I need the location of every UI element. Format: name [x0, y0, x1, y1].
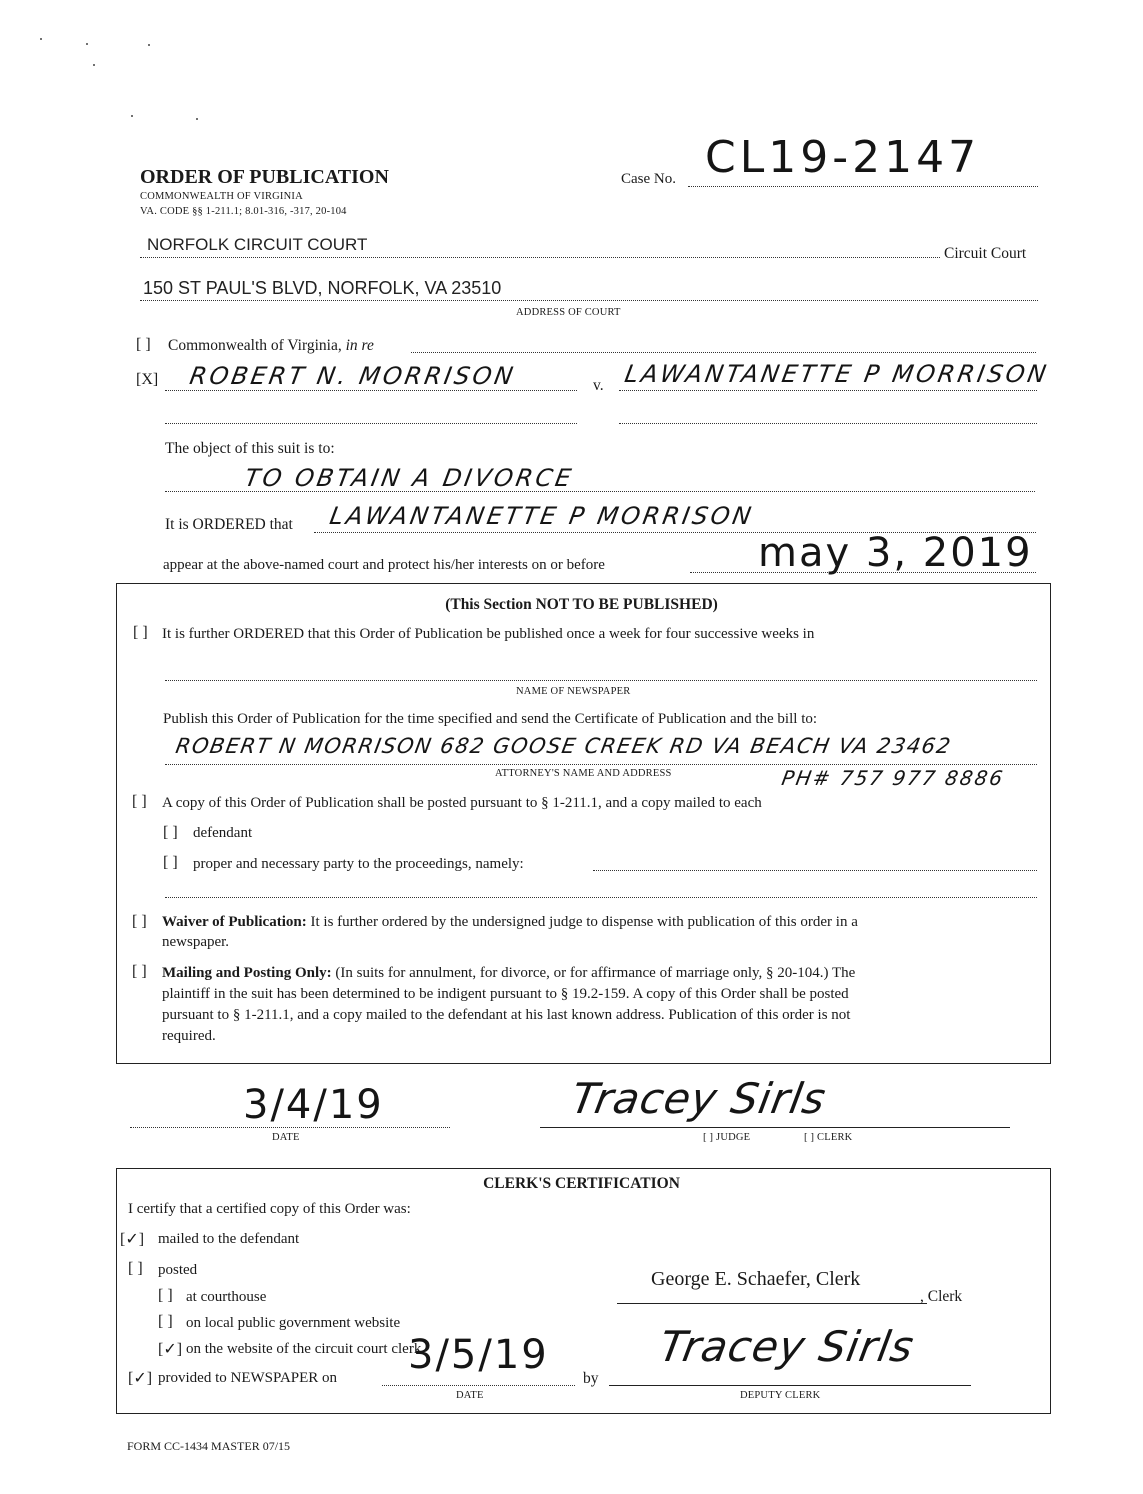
in-re-text: in re [345, 337, 374, 354]
court-address: 150 ST PAUL'S BLVD, NORFOLK, VA 23510 [143, 278, 502, 298]
publish-text: It is further ORDERED that this Order of Publication be published once a week for four successive weeks in [162, 626, 815, 642]
judge-caption: JUDGE [716, 1132, 751, 1143]
scan-speck [131, 115, 133, 117]
judge-signature: Tracey Sirls [567, 1074, 831, 1123]
plaintiff-line [165, 390, 577, 391]
form-title: ORDER OF PUBLICATION [140, 166, 389, 188]
local-website-label: on local public government website [186, 1315, 401, 1331]
waiver-title: Waiver of Publication: [162, 914, 307, 930]
posted-checkbox[interactable]: [ ] [132, 793, 147, 810]
scan-speck [40, 38, 42, 40]
case-number-value: CL19-2147 [705, 132, 981, 183]
attorney-line [165, 764, 1037, 765]
mailing-text-4: required. [162, 1028, 216, 1044]
clerk-checkbox-caption [804, 1132, 852, 1143]
newspaper-date: 3/5/19 [408, 1332, 549, 1378]
judge-checkbox[interactable]: [ ] [703, 1132, 714, 1143]
waiver-text-2: newspaper. [162, 934, 230, 950]
party-label: proper and necessary party to the proceedings, namely: [193, 856, 524, 872]
appear-text: appear at the above-named court and protect his/her interests on or before [163, 557, 605, 573]
commonwealth-label [168, 337, 374, 355]
newspaper-label: provided to NEWSPAPER on [158, 1370, 338, 1386]
court-address-caption: ADDRESS OF COURT [516, 307, 621, 318]
plaintiff-line-2 [165, 423, 577, 424]
mailed-checkbox[interactable]: [✓] [120, 1231, 145, 1248]
certification-intro: I certify that a certified copy of this Order was: [128, 1201, 411, 1217]
defendant-line [619, 390, 1037, 391]
scan-speck [148, 44, 150, 46]
court-name: NORFOLK CIRCUIT COURT [147, 235, 368, 254]
mailing-text [162, 965, 855, 982]
attorney-value: ROBERT N MORRISON 682 GOOSE CREEK RD VA BEACH VA 23462 [173, 734, 954, 758]
plaintiff-name: ROBERT N. MORRISON [187, 362, 518, 390]
party-checkbox[interactable]: [ ] [163, 854, 178, 871]
appear-date: may 3, 2019 [758, 530, 1033, 576]
court-name-line [140, 257, 940, 258]
by-label: by [583, 1370, 599, 1387]
certification-heading: CLERK'S CERTIFICATION [483, 1175, 680, 1192]
court-suffix: Circuit Court [944, 245, 1027, 262]
newspaper-date-line [382, 1385, 575, 1386]
judge-checkbox-caption [703, 1132, 750, 1143]
order-date: 3/4/19 [243, 1082, 384, 1128]
versus-label: v. [593, 377, 604, 394]
deputy-signature: Tracey Sirls [655, 1322, 919, 1371]
form-subtitle: COMMONWEALTH OF VIRGINIA [140, 191, 303, 202]
mailing-checkbox[interactable]: [ ] [132, 963, 147, 980]
cert-posted-label: posted [158, 1262, 198, 1278]
form-id: FORM CC-1434 MASTER 07/15 [127, 1439, 291, 1453]
defendant-line-2 [619, 423, 1037, 424]
publish-checkbox[interactable]: [ ] [133, 624, 148, 641]
suit-object-label: The object of this suit is to: [165, 440, 335, 457]
newspaper-line [165, 680, 1037, 681]
commonwealth-text: Commonwealth of Virginia, [168, 337, 342, 354]
mailed-label: mailed to the defendant [158, 1231, 300, 1247]
unpublished-heading: (This Section NOT TO BE PUBLISHED) [445, 596, 718, 613]
mailing-text-3: pursuant to § 1-211.1, and a copy mailed to the defendant at his last known address. Publication of this order is not [162, 1007, 851, 1023]
newspaper-checkbox[interactable]: [✓] [128, 1370, 153, 1387]
commonwealth-checkbox[interactable]: [ ] [136, 336, 151, 353]
scan-speck [196, 118, 198, 120]
case-number-line [688, 186, 1038, 187]
circuit-website-checkbox[interactable]: [✓] [158, 1341, 183, 1358]
scan-speck [93, 64, 95, 66]
clerk-name-line [617, 1303, 927, 1304]
defendant-checkbox[interactable]: [ ] [163, 824, 178, 841]
order-date-caption: DATE [272, 1132, 300, 1143]
suit-object: TO OBTAIN A DIVORCE [242, 464, 577, 492]
court-address-line [140, 300, 1038, 301]
clerk-checkbox[interactable]: [ ] [804, 1132, 815, 1143]
ordered-party: LAWANTANETTE P MORRISON [327, 502, 757, 530]
circuit-website-label: on the website of the circuit court clerk [186, 1341, 422, 1357]
local-website-checkbox[interactable]: [ ] [158, 1313, 173, 1330]
ordered-label: It is ORDERED that [165, 516, 293, 533]
party-line-2 [165, 897, 1037, 898]
defendant-name: LAWANTANETTE P MORRISON [622, 360, 1052, 388]
deputy-signature-line [609, 1385, 971, 1386]
deputy-caption: DEPUTY CLERK [740, 1390, 821, 1401]
send-text: Publish this Order of Publication for the time specified and send the Certificate of Publication and the bill to: [163, 711, 818, 727]
commonwealth-line [411, 352, 1036, 353]
judge-signature-line [540, 1127, 1010, 1128]
mailing-body: (In suits for annulment, for divorce, or for affirmance of marriage only, § 20-104.) The [335, 965, 856, 981]
clerk-caption: CLERK [817, 1132, 853, 1143]
defendant-label: defendant [193, 825, 253, 841]
party-line [593, 870, 1037, 871]
waiver-body: It is further ordered by the undersigned judge to dispense with publication of this order in a [310, 914, 858, 930]
plaintiff-checkbox[interactable]: [X] [136, 371, 159, 388]
waiver-text [162, 914, 858, 931]
newspaper-caption: NAME OF NEWSPAPER [516, 686, 631, 697]
clerk-name: George E. Schaefer, Clerk [651, 1268, 861, 1290]
case-number-label: Case No. [621, 171, 676, 187]
attorney-caption: ATTORNEY'S NAME AND ADDRESS [495, 768, 672, 779]
attorney-phone: PH# 757 977 8886 [779, 766, 1007, 790]
mailing-title: Mailing and Posting Only: [162, 965, 332, 981]
scan-speck [86, 43, 88, 45]
clerk-suffix: , Clerk [920, 1288, 963, 1305]
waiver-checkbox[interactable]: [ ] [132, 913, 147, 930]
courthouse-label: at courthouse [186, 1289, 267, 1305]
newspaper-date-caption: DATE [456, 1390, 484, 1401]
cert-posted-checkbox[interactable]: [ ] [128, 1260, 143, 1277]
form-code: VA. CODE §§ 1-211.1; 8.01-316, -317, 20-104 [140, 206, 347, 217]
posted-text: A copy of this Order of Publication shall be posted pursuant to § 1-211.1, and a copy mailed to each [162, 795, 762, 811]
mailing-text-2: plaintiff in the suit has been determined to be indigent pursuant to § 19.2-159. A copy of this Order shall be posted [162, 986, 849, 1002]
courthouse-checkbox[interactable]: [ ] [158, 1287, 173, 1304]
